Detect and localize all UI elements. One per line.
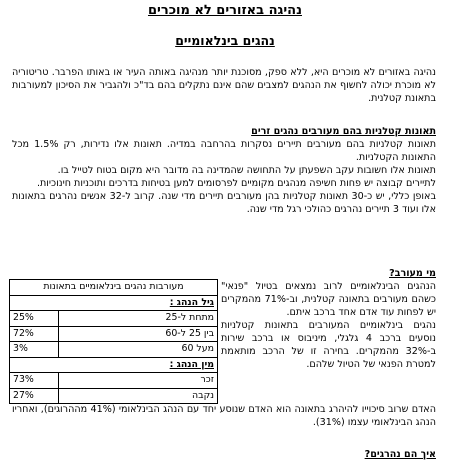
table-cell-label: נקבה (59, 388, 218, 404)
involvement-table (9, 279, 218, 404)
section-heading-foreign-drivers: תאונות קטלניות בהם מעורבים נהגים זרים (251, 126, 436, 137)
table-cell-label: בין 25 ל-60 (59, 326, 218, 342)
table-group-row (10, 295, 218, 311)
paragraph: לתיירים קבוצה יש פחות חשיפה מנהגים מקומיים לפרסומים למען בטיחות בדרכים ותוכניות חינוכיות. (36, 178, 436, 189)
paragraph: תאונות אלו חשובות עקב השפעתן על התחושה שהמדינה בה מדובר היא מקום בטוח לטייל בו. (57, 165, 436, 176)
table-cell-value: 73% (10, 373, 59, 389)
closing-paragraph: האדם שרוב סיכוייו להיהרג בתאונה הוא האדם שנוסע יחד עם הנהג הבינלאומי (41% מההרוגים), ואחריו הנהג הבינלאומי עצמו (31%). (12, 404, 436, 428)
table-cell-value: 3% (10, 342, 59, 358)
paragraph: הנהגים הבינלאומיים לרוב נמצאים בטיול "פנאי" כשהם מעורבים בתאונה קטלנית, וב-71% מהמקרים יש לפחות עוד אדם אחד ברכב איתם. (221, 281, 436, 318)
section-heading-how-killed: איך הם נהרגים? (364, 449, 436, 460)
section-heading-who-involved: מי מעורב? (389, 268, 436, 279)
table-row (10, 326, 218, 342)
table-cell-value: 72% (10, 326, 59, 342)
table-group-row (10, 357, 218, 373)
page-subtitle: נהגים בינלאומיים (175, 33, 275, 48)
table-header-row (10, 280, 218, 296)
paragraph: נהגים בינלאומיים המעורבים בתאונות קטלניות נוסעים ברכב 4 גלגלי, מיניבוס או ברכב שירות ב-32% מהמקרים. בחירה זו של הרכב מותאמת למטרת הפנאי של הטיול שלהם. (221, 320, 436, 370)
table-cell-value: 27% (10, 388, 59, 404)
table-cell-label: זכר (59, 373, 218, 389)
table-row (10, 311, 218, 327)
table-header: מעורבות נהגים בינלאומיים בתאונות (10, 280, 218, 296)
table-cell-label: מתחת ל-25 (59, 311, 218, 327)
intro-paragraph: נהיגה באזורים לא מוכרים היא, ללא ספק, מסוכנת יותר מנהיגה באותה העיר או באותו הפרבר. טריטוריה לא מוכרת יכולה לחשוף את הנהגים למצבים שהם אינם נתקלים בהם בד"כ ולהגביר את הסיכון למעורבות בתאונת קטלנית. (12, 67, 436, 104)
table-group-label: גיל הנהג : (10, 295, 218, 311)
section-who-involved-body (221, 280, 436, 371)
table-cell-label: מעל 60 (59, 342, 218, 358)
table-group-label: מין הנהג : (10, 357, 218, 373)
paragraph: באופן כללי, יש כ-30 תאונות קטלניות בהן מעורבים תיירים מדי שנה. קרוב ל-32 אנשים נהרגים בתאונות אלו ועוד 3 תיירים נהרגים כהולכי רגל מדי שנה. (12, 191, 437, 215)
table-row (10, 373, 218, 389)
table-cell-value: 25% (10, 311, 59, 327)
section-foreign-drivers-body (12, 138, 436, 216)
table-row (10, 388, 218, 404)
page-title: נהיגה באזורים לא מוכרים (147, 3, 302, 18)
table-row (10, 342, 218, 358)
paragraph: תאונות קטלניות בהם מעורבים תיירים נסקרות בהרחבה במדיה. תאונות אלו נדירות, רק 1.5% מכל התאונות הקטלניות. (12, 139, 437, 163)
